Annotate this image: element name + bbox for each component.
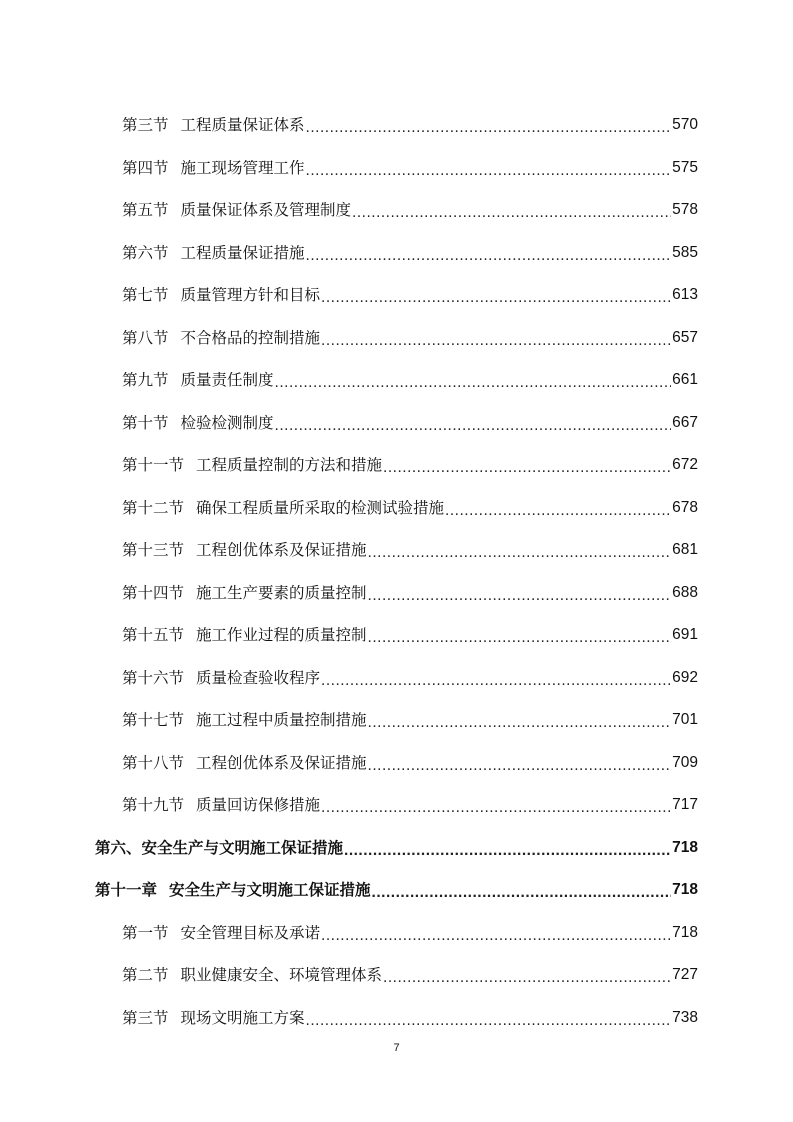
- toc-entry-text: 质量检查验收程序: [196, 668, 321, 687]
- toc-entry-text: 不合格品的控制措施: [180, 328, 321, 347]
- toc-page-number: 717: [672, 796, 698, 814]
- toc-entry-title: [122, 454, 382, 476]
- toc-entry-text: 现场文明施工方案: [180, 1008, 305, 1027]
- dot-leader: [368, 712, 672, 734]
- toc-entry-title: [122, 539, 367, 561]
- toc-entry-number: 第十九节: [122, 796, 185, 815]
- dot-leader: [368, 542, 672, 564]
- toc-section-entry[interactable]: [0, 784, 698, 827]
- toc-section-entry[interactable]: [0, 317, 698, 360]
- toc-page-number: 727: [672, 966, 698, 984]
- toc-section-entry[interactable]: [0, 912, 698, 955]
- toc-entry-text: 施工生产要素的质量控制: [196, 583, 367, 602]
- toc-section-entry[interactable]: [0, 954, 698, 997]
- dot-leader: [321, 670, 671, 692]
- toc-entry-title: [122, 964, 382, 986]
- toc-chapter-entry[interactable]: [0, 869, 698, 912]
- toc-entry-text: 检验检测制度: [180, 413, 274, 432]
- toc-entry-number: 第十节: [122, 413, 169, 432]
- toc-page-number: 688: [672, 583, 698, 601]
- dot-leader: [306, 160, 672, 182]
- dot-leader: [368, 755, 672, 777]
- toc-page-number: 718: [672, 923, 698, 941]
- toc-entry-title: [122, 582, 367, 604]
- toc-entry-number: 第四节: [122, 158, 169, 177]
- toc-page-number: 691: [672, 626, 698, 644]
- toc-entry-text: 施工现场管理工作: [180, 158, 305, 177]
- toc-page-number: 570: [672, 116, 698, 134]
- toc-page-number: 585: [672, 243, 698, 261]
- toc-entry-text: 质量责任制度: [180, 371, 274, 390]
- toc-page-number: 738: [672, 1008, 698, 1026]
- toc-page-number: 657: [672, 328, 698, 346]
- toc-section-entry[interactable]: [0, 529, 698, 572]
- toc-entry-number: 第九节: [122, 371, 169, 390]
- dot-leader: [383, 967, 671, 989]
- dot-leader: [372, 882, 672, 904]
- toc-page-number: 718: [672, 838, 698, 856]
- table-of-contents: [0, 104, 793, 1039]
- toc-entry-title: [122, 199, 351, 221]
- toc-entry-number: 第三节: [122, 116, 169, 135]
- toc-section-entry[interactable]: [0, 189, 698, 232]
- toc-entry-title: [122, 327, 320, 349]
- toc-section-entry[interactable]: [0, 614, 698, 657]
- dot-leader: [275, 372, 672, 394]
- dot-leader: [368, 585, 672, 607]
- toc-page-number: 672: [672, 456, 698, 474]
- toc-entry-number: 第六节: [122, 243, 169, 262]
- toc-entry-text: 工程质量控制的方法和措施: [196, 456, 383, 475]
- toc-entry-number: 第十六节: [122, 668, 185, 687]
- toc-entry-text: 第六、安全生产与文明施工保证措施: [95, 838, 344, 857]
- toc-section-entry[interactable]: [0, 699, 698, 742]
- toc-section-entry[interactable]: [0, 104, 698, 147]
- toc-section-entry[interactable]: [0, 274, 698, 317]
- toc-entry-text: 安全管理目标及承诺: [180, 923, 321, 942]
- dot-leader: [321, 287, 671, 309]
- dot-leader: [344, 840, 671, 862]
- toc-entry-title: [122, 667, 320, 689]
- toc-entry-text: 工程创优体系及保证措施: [196, 753, 367, 772]
- toc-chapter-entry[interactable]: [0, 827, 698, 870]
- dot-leader: [321, 797, 671, 819]
- toc-section-entry[interactable]: [0, 572, 698, 615]
- toc-entry-number: 第十四节: [122, 583, 185, 602]
- toc-entry-title: [122, 284, 320, 306]
- toc-entry-text: 工程质量保证体系: [180, 116, 305, 135]
- dot-leader: [275, 415, 672, 437]
- toc-entry-title: [122, 794, 320, 816]
- toc-section-entry[interactable]: [0, 402, 698, 445]
- toc-section-entry[interactable]: [0, 742, 698, 785]
- toc-entry-title: [122, 114, 305, 136]
- toc-entry-number: 第二节: [122, 966, 169, 985]
- toc-page-number: 709: [672, 753, 698, 771]
- toc-entry-text: 工程质量保证措施: [180, 243, 305, 262]
- toc-entry-text: 职业健康安全、环境管理体系: [180, 966, 383, 985]
- toc-section-entry[interactable]: [0, 444, 698, 487]
- toc-entry-number: 第十一节: [122, 456, 185, 475]
- toc-entry-title: [122, 369, 274, 391]
- toc-page-number: 692: [672, 668, 698, 686]
- toc-entry-number: 第一节: [122, 923, 169, 942]
- toc-section-entry[interactable]: [0, 359, 698, 402]
- toc-entry-title: [122, 752, 367, 774]
- toc-entry-title: [122, 922, 320, 944]
- dot-leader: [383, 457, 671, 479]
- toc-entry-number: 第三节: [122, 1008, 169, 1027]
- toc-entry-number: 第十七节: [122, 711, 185, 730]
- toc-section-entry[interactable]: [0, 487, 698, 530]
- toc-entry-title: [122, 497, 444, 519]
- toc-section-entry[interactable]: [0, 147, 698, 190]
- dot-leader: [306, 117, 672, 139]
- toc-entry-title: [122, 624, 367, 646]
- toc-page-number: 578: [672, 201, 698, 219]
- toc-entry-number: 第十八节: [122, 753, 185, 772]
- toc-entry-number: 第八节: [122, 328, 169, 347]
- toc-page-number: 718: [672, 881, 698, 899]
- toc-entry-number: 第十一章: [95, 881, 158, 900]
- toc-entry-title: [122, 709, 367, 731]
- toc-section-entry[interactable]: [0, 232, 698, 275]
- toc-section-entry[interactable]: [0, 657, 698, 700]
- toc-entry-title: [95, 879, 371, 901]
- toc-entry-text: 施工作业过程的质量控制: [196, 626, 367, 645]
- toc-page-number: 661: [672, 371, 698, 389]
- toc-entry-number: 第十三节: [122, 541, 185, 560]
- toc-entry-text: 质量回访保修措施: [196, 796, 321, 815]
- toc-page-number: 681: [672, 541, 698, 559]
- toc-page-number: 678: [672, 498, 698, 516]
- toc-entry-title: [122, 1007, 305, 1029]
- toc-entry-title: [122, 412, 274, 434]
- toc-entry-number: 第七节: [122, 286, 169, 305]
- dot-leader: [352, 202, 671, 224]
- toc-entry-title: [122, 242, 305, 264]
- toc-page-number: 701: [672, 711, 698, 729]
- toc-page-number: 667: [672, 413, 698, 431]
- toc-entry-text: 质量管理方针和目标: [180, 286, 321, 305]
- toc-entry-title: [122, 157, 305, 179]
- toc-section-entry[interactable]: [0, 997, 698, 1040]
- toc-page-number: 613: [672, 286, 698, 304]
- dot-leader: [368, 627, 672, 649]
- dot-leader: [445, 500, 671, 522]
- toc-entry-text: 安全生产与文明施工保证措施: [169, 881, 371, 900]
- toc-entry-text: 工程创优体系及保证措施: [196, 541, 367, 560]
- dot-leader: [321, 330, 671, 352]
- toc-entry-text: 确保工程质量所采取的检测试验措施: [196, 498, 445, 517]
- toc-entry-number: 第十二节: [122, 498, 185, 517]
- dot-leader: [321, 925, 671, 947]
- toc-entry-text: 质量保证体系及管理制度: [180, 201, 352, 220]
- toc-page-number: 575: [672, 158, 698, 176]
- dot-leader: [306, 1010, 672, 1032]
- page-number: 7: [393, 1042, 400, 1054]
- toc-entry-text: 施工过程中质量控制措施: [196, 711, 367, 730]
- dot-leader: [306, 245, 672, 267]
- toc-entry-number: 第五节: [122, 201, 169, 220]
- toc-entry-title: [95, 837, 343, 859]
- toc-entry-number: 第十五节: [122, 626, 185, 645]
